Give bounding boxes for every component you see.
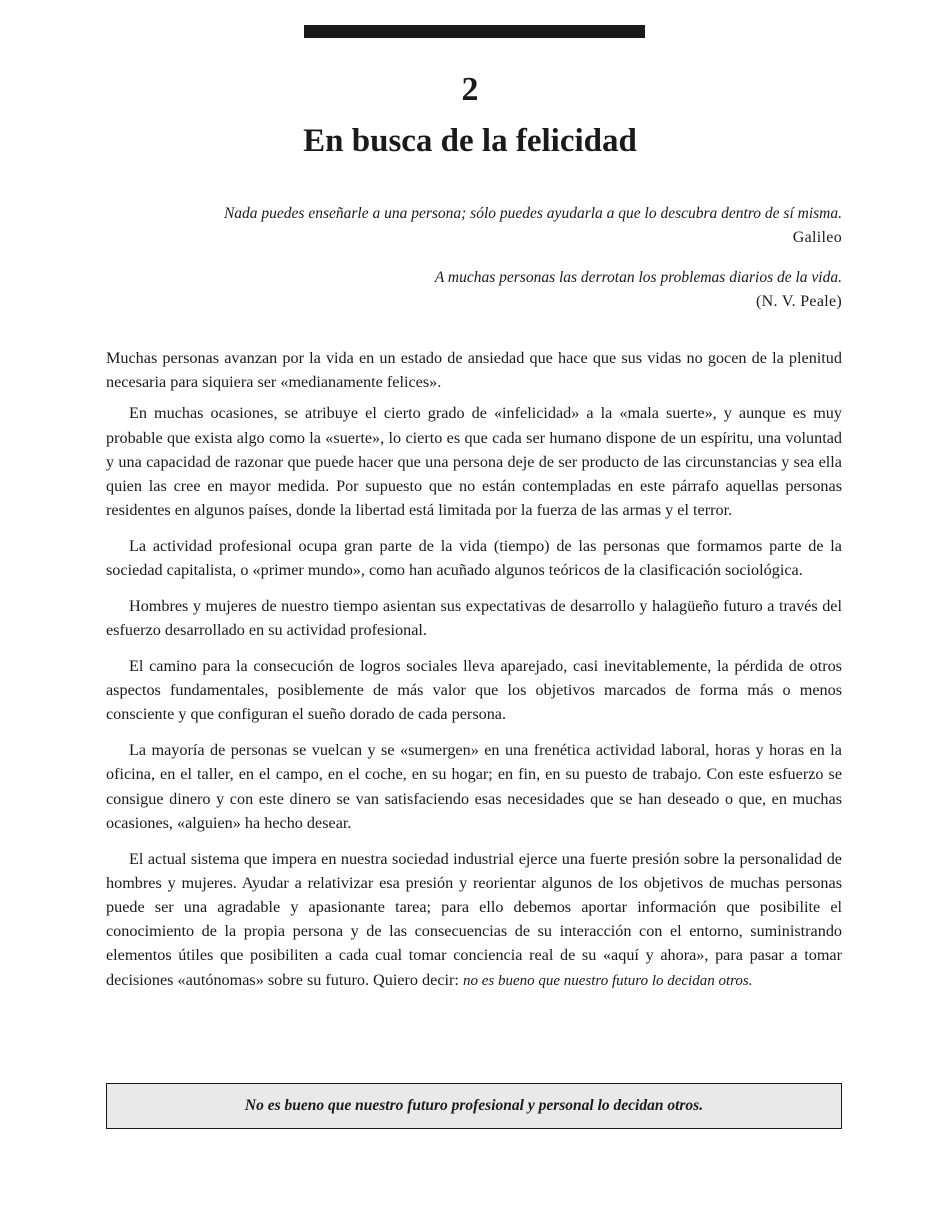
body-paragraph: Hombres y mujeres de nuestro tiempo asientan sus expectativas de desarrollo y halagüeño futuro a través del esfuerzo desarrollado en su actividad profesional. bbox=[106, 597, 842, 640]
chapter-body bbox=[106, 346, 842, 1004]
epigraph-quote: Nada puedes enseñarle a una persona; sólo puedes ayudarla a que lo descubra dentro de sí misma. bbox=[223, 205, 842, 222]
body-paragraph: La actividad profesional ocupa gran parte de la vida (tiempo) de las personas que formamos parte de la sociedad capitalista, o «primer mundo», como han acuñado algunos teóricos de la clasificación sociológica. bbox=[106, 537, 842, 580]
epigraph-quote: A muchas personas las derrotan los problemas diarios de la vida. bbox=[434, 269, 842, 286]
body-paragraph: El camino para la consecución de logros sociales lleva aparejado, casi inevitablemente, la pérdida de otros aspectos fundamentales, posiblemente de más valor que los objetivos marcados de forma más o menos consciente y que configuran el sueño dorado de cada persona. bbox=[106, 657, 842, 724]
body-paragraph: En muchas ocasiones, se atribuye el cierto grado de «infelicidad» a la «mala suerte», y aunque es muy probable que exista algo como la «suerte», lo cierto es que cada ser humano dispone de un espíritu, una voluntad y una capacidad de razonar que puede hacer que una persona deje de ser producto de las circunstancias y sea ella quien las cree en mayor medida. Por supuesto que no están contempladas en este párrafo aquellas personas residentes en algunos países, donde la libertad está limitada por la fuerza de las armas y el terror. bbox=[106, 404, 842, 520]
epigraph-author: (N. V. Peale) bbox=[756, 293, 842, 310]
body-paragraph: Muchas personas avanzan por la vida en un estado de ansiedad que hace que sus vidas no gocen de la plenitud necesaria para siquiera ser «medianamente felices». bbox=[106, 349, 842, 392]
callout-box bbox=[106, 1083, 842, 1129]
chapter-title: En busca de la felicidad bbox=[303, 123, 637, 159]
chapter-header-bar bbox=[304, 25, 645, 38]
epigraph bbox=[224, 202, 842, 250]
epigraph-author: Galileo bbox=[792, 229, 842, 246]
epigraph bbox=[435, 266, 842, 314]
body-paragraph-text: El actual sistema que impera en nuestra sociedad industrial ejerce una fuerte presión sobre la personalidad de hombres y mujeres. Ayudar a relativizar esa presión y reorientar algunos de los objetivos de muchas personas puede ser una agradable y apasionante tarea; para ello debemos aportar información que posibilite el conocimiento de la propia persona y de las consecuencias de su interacción con el entorno, suministrando elementos útiles que posibiliten a cada cual tomar conciencia real de su «aquí y ahora», para pasar a tomar decisiones «autónomas» sobre su futuro. Quiero decir: bbox=[106, 849, 842, 989]
body-paragraph: La mayoría de personas se vuelcan y se «sumergen» en una frenética actividad laboral, horas y horas en la oficina, en el taller, en el campo, en el coche, en su hogar; en fin, en su puesto de trabajo. Con este esfuerzo se consigue dinero y con este dinero se van satisfaciendo esas necesidades que se han deseado o que, en muchas ocasiones, «alguien» ha hecho desear. bbox=[106, 741, 842, 832]
body-paragraph-final bbox=[106, 847, 842, 993]
callout-text: No es bueno que nuestro futuro profesional y personal lo decidan otros. bbox=[244, 1097, 704, 1114]
closing-emphasis: no es bueno que nuestro futuro lo decidan otros. bbox=[462, 972, 753, 989]
chapter-number: 2 bbox=[461, 71, 479, 108]
